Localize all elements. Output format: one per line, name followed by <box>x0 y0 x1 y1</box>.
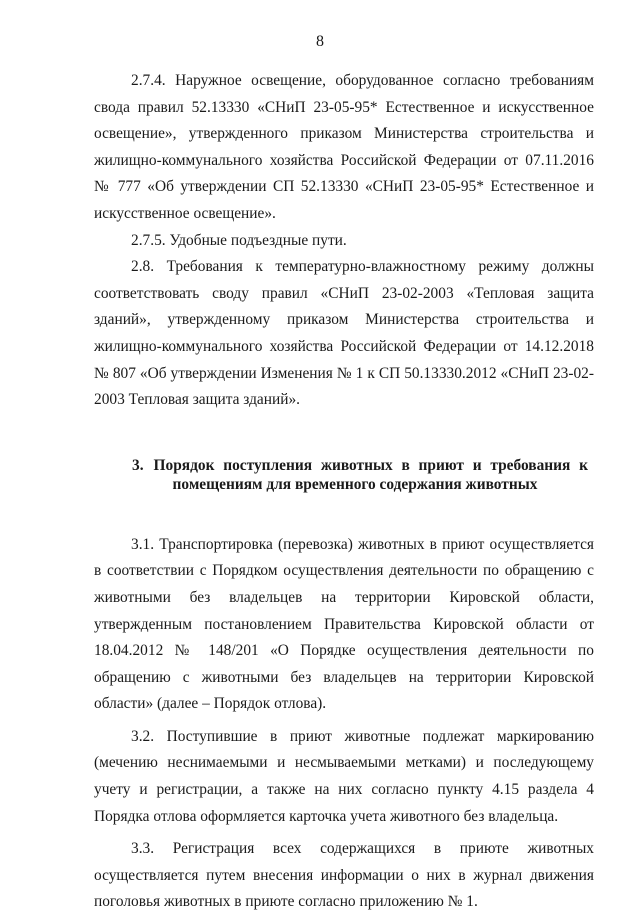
section-3-heading <box>94 456 594 494</box>
section-3-heading-line1 <box>132 456 588 475</box>
page-number: 8 <box>316 33 324 50</box>
document-body <box>94 68 594 916</box>
paragraph-3-3: 3.3. Регистрация всех содержащихся в приюте животных осуществляется путем внесения информации о них в журнал движения поголовья животных в приюте согласно приложению № 1. <box>94 840 594 911</box>
paragraph-2-7-5: 2.7.5. Удобные подъездные пути. <box>131 231 347 249</box>
paragraph-2-7-4: 2.7.4. Наружное освещение, оборудованное согласно требованиям свода правил 52.13330 «СНиП 23-05-95* Естественное и искусственное освещение», утвержденного приказом Министерства строительства и жилищно-коммунального хозяйства Российской Федерации от 07.11.2016 № 777 «Об утверждении СП 52.13330 «СНиП 23-05-95* Естественное и искусственное освещение». <box>94 72 594 222</box>
section-3-title-line2: помещениям для временного содержания животных <box>172 475 538 493</box>
paragraph-2-8: 2.8. Требования к температурно-влажностному режиму должны соответствовать своду правил «СНиП 23-02-2003 «Тепловая защита зданий», утвержденному приказом Министерства строительства и жилищно-коммунального хозяйства Российской Федерации от 14.12.2018 № 807 «Об утверждении Изменения № 1 к СП 50.13330.2012 «СНиП 23-02-2003 Тепловая защита зданий». <box>94 258 594 409</box>
section-3-number: 3. <box>132 456 144 474</box>
paragraph-3-2: 3.2. Поступившие в приют животные подлежат маркированию (мечению неснимаемыми и несмываемыми метками) и последующему учету и регистрации, а также на них согласно пункту 4.15 раздела 4 Порядка отлова оформляется карточка учета животного без владельца. <box>94 727 594 825</box>
paragraph-3-1: 3.1. Транспортировка (перевозка) животных в приют осуществляется в соответствии с Порядком осуществления деятельности по обращению с животными без владельцев на территории Кировской области, утвержденным постановлением Правительства Кировской области от 18.04.2012 № 148/201 «О Порядке осуществления деятельности по обращению с животными без владельцев на территории Кировской области» (далее – Порядок отлова). <box>94 535 594 713</box>
section-3-title-line1: Порядок поступления животных в приют и требования к <box>153 456 588 474</box>
